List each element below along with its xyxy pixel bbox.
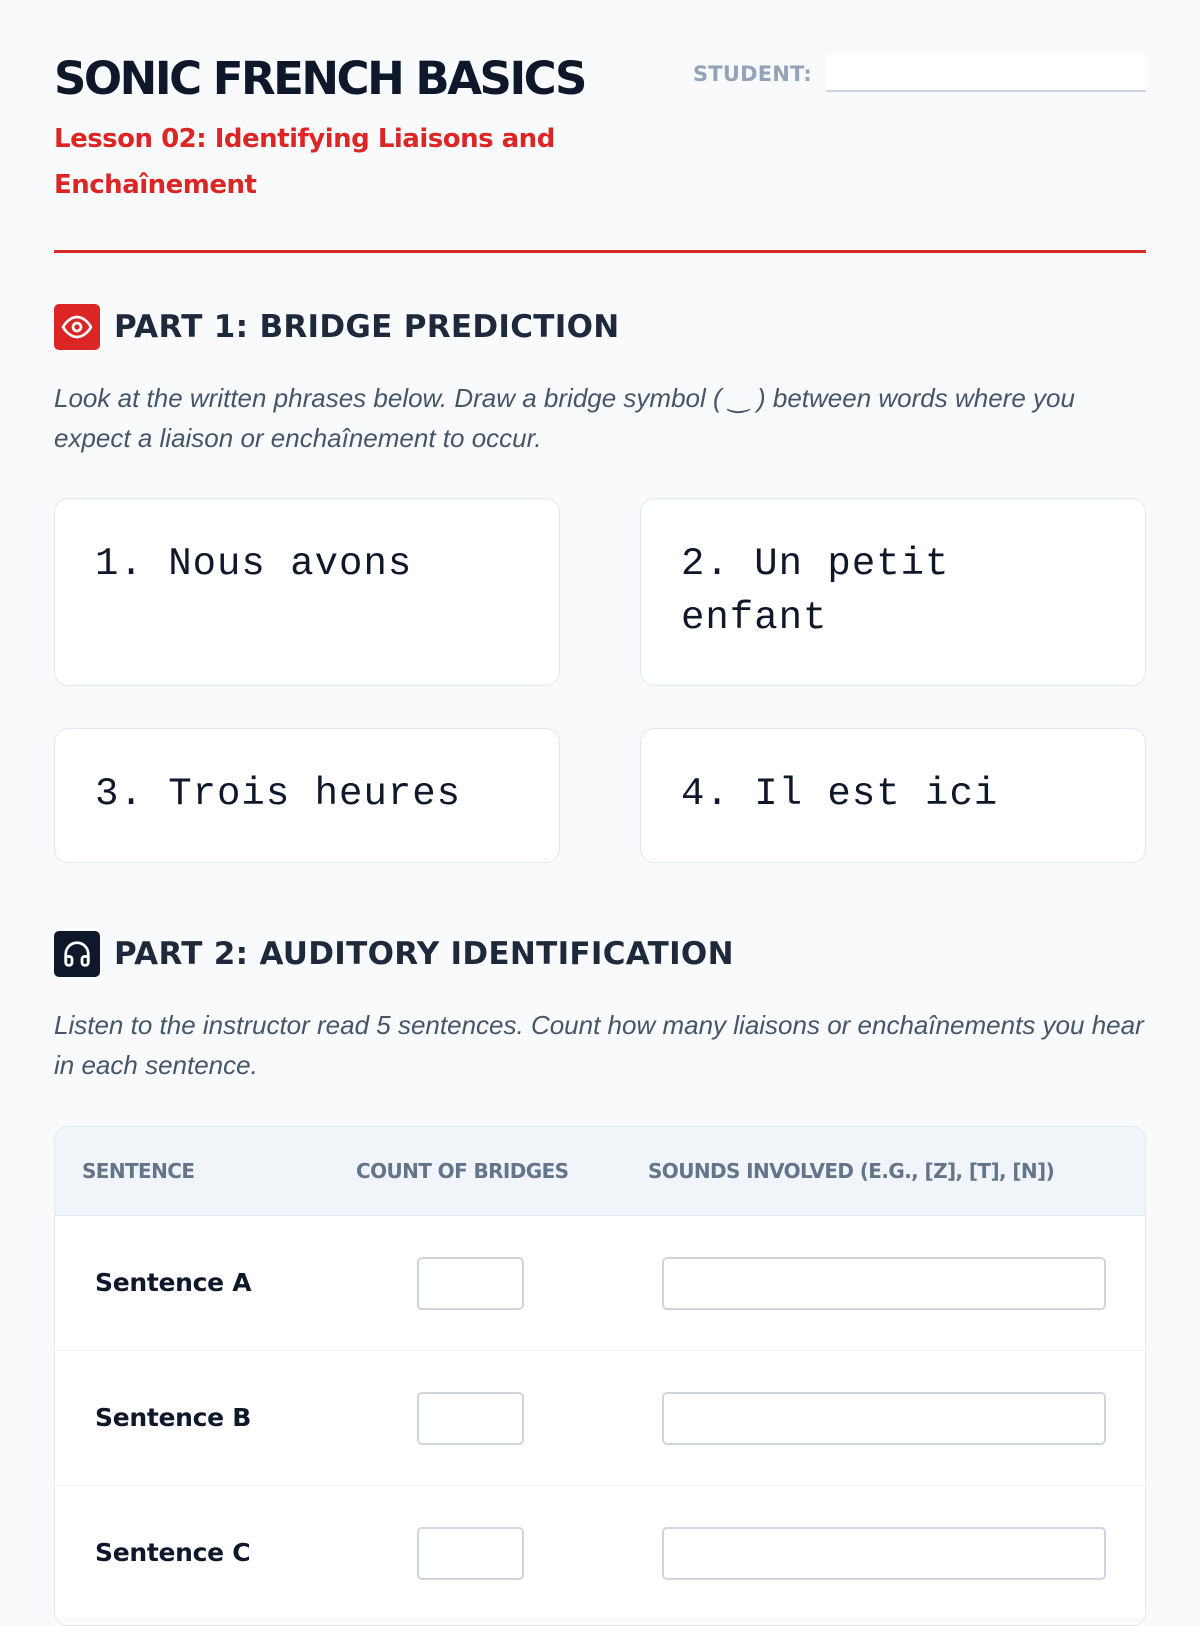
table-row: [55, 1216, 1145, 1351]
sentence-label: Sentence C: [95, 1538, 251, 1567]
column-header-count: COUNT OF BRIDGES: [356, 1159, 569, 1183]
worksheet-header: [54, 0, 1146, 253]
count-input[interactable]: [417, 1527, 524, 1580]
phrase-card-4: [640, 728, 1146, 863]
part2-title: PART 2: AUDITORY IDENTIFICATION: [114, 936, 734, 972]
part2-heading: [54, 931, 734, 977]
column-header-sentence: SENTENCE: [82, 1159, 195, 1183]
column-header-sounds: SOUNDS INVOLVED (E.G., [Z], [T], [N]): [648, 1159, 1055, 1183]
sounds-input[interactable]: [662, 1392, 1106, 1445]
eye-icon: [54, 304, 100, 350]
count-input[interactable]: [417, 1392, 524, 1445]
table-row: [55, 1351, 1145, 1486]
sentence-label: Sentence B: [95, 1403, 251, 1432]
phrase-card-2: [640, 498, 1146, 686]
student-name-input[interactable]: [826, 54, 1146, 92]
phrase-card-1: [54, 498, 560, 686]
sounds-input[interactable]: [662, 1257, 1106, 1310]
sounds-input[interactable]: [662, 1527, 1106, 1580]
student-field-group: [693, 54, 1146, 92]
phrase-text: 1. Nous avons: [95, 542, 413, 586]
count-input[interactable]: [417, 1257, 524, 1310]
sentence-label: Sentence A: [95, 1268, 252, 1297]
page-title: SONIC FRENCH BASICS: [54, 52, 585, 105]
phrase-text: 3. Trois heures: [95, 772, 462, 816]
table-header: [55, 1127, 1145, 1216]
part1-instructions: Look at the written phrases below. Draw a bridge symbol ( ‿ ) between words where you expect a liaison or enchaînement to occur.: [54, 383, 1075, 453]
sentence-table: [54, 1126, 1146, 1626]
phrase-card-3: [54, 728, 560, 863]
part2-instructions: Listen to the instructor read 5 sentences. Count how many liaisons or enchaînements you hear in each sentence.: [54, 1010, 1144, 1080]
phrase-text: 4. Il est ici: [681, 772, 999, 816]
part1-title: PART 1: BRIDGE PREDICTION: [114, 309, 620, 345]
phrase-text: 2. Un petit enfant: [681, 542, 950, 640]
lesson-subtitle: Lesson 02: Identifying Liaisons and Enchaînement: [54, 124, 555, 200]
part1-heading: [54, 304, 619, 350]
student-label: STUDENT:: [692, 62, 812, 86]
headphones-icon: [54, 931, 100, 977]
table-row: [55, 1486, 1145, 1621]
